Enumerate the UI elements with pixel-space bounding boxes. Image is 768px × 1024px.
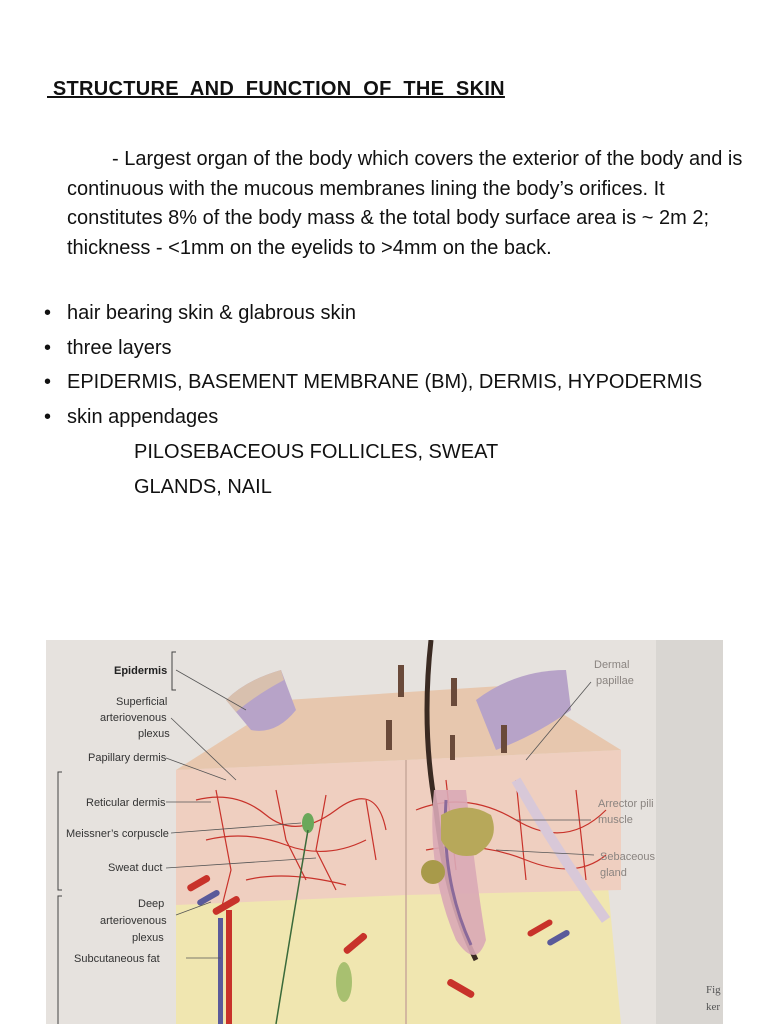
list-item-text: hair bearing skin & glabrous skin <box>67 302 357 324</box>
bullet-icon: • <box>44 371 52 393</box>
bullet-icon: • <box>44 405 52 428</box>
sub-line: GLANDS, NAIL <box>134 475 272 498</box>
bullet-icon: • <box>44 336 52 359</box>
list-item-text: EPIDERMIS, BASEMENT MEMBRANE (BM), DERMIS, HYPODERMIS <box>67 371 703 393</box>
label-arrector-pili-2: muscle <box>598 814 633 826</box>
label-fig-caption-2: ker <box>706 1001 721 1013</box>
sub-line: PILOSEBACEOUS FOLLICLES, SWEAT <box>134 441 499 463</box>
label-epidermis: Epidermis <box>114 665 168 677</box>
page-title: STRUCTURE AND FUNCTION OF THE SKIN <box>47 78 505 100</box>
list-item <box>44 402 744 437</box>
list-item-text: skin appendages <box>67 405 219 428</box>
label-sebaceous-gland-2: gland <box>600 867 627 879</box>
skin-diagram <box>46 640 723 1024</box>
label-subcutaneous-fat: Subcutaneous fat <box>74 953 160 965</box>
label-deep-plexus-1: Deep <box>138 898 165 910</box>
label-dermal-papillae-2: papillae <box>596 675 634 687</box>
label-sweat-duct: Sweat duct <box>108 862 163 874</box>
skin-diagram-photo <box>46 640 723 1024</box>
list-item <box>44 298 744 333</box>
label-deep-plexus-2: arteriovenous <box>100 915 167 927</box>
label-deep-plexus-3: plexus <box>132 932 164 944</box>
appendages-sublist <box>134 435 498 504</box>
list-item <box>44 333 744 368</box>
page-edge-shadow <box>656 640 723 1024</box>
label-dermal-papillae-1: Dermal <box>594 659 630 671</box>
intro-paragraph <box>67 145 747 263</box>
label-reticular-dermis: Reticular dermis <box>86 797 166 809</box>
list-item <box>44 367 744 402</box>
pacinian-corpuscle <box>336 962 352 1002</box>
label-papillary-dermis: Papillary dermis <box>88 752 167 764</box>
label-arrector-pili-1: Arrector pili <box>598 798 654 810</box>
label-superficial-plexus-1: Superficial <box>116 696 168 708</box>
list-item-text: three layers <box>67 336 172 359</box>
label-meissner-corpuscle: Meissner’s corpuscle <box>66 828 169 840</box>
intro-paragraph-text: - Largest organ of the body which covers the exterior of the body and is continuous with the mucous membranes lining the body’s orifices. It constitutes 8% of the body mass & the total body surface area is ~ 2m 2; thickness - <1mm on the eyelids to >4mm on the back. <box>67 148 743 259</box>
bullet-list <box>44 298 744 436</box>
label-fig-caption-1: Fig <box>706 984 721 996</box>
label-sebaceous-gland-1: Sebaceous <box>600 851 656 863</box>
sweat-gland-coil <box>421 860 445 884</box>
label-superficial-plexus-2: arteriovenous <box>100 712 167 724</box>
bullet-icon: • <box>44 302 52 324</box>
label-superficial-plexus-3: plexus <box>138 728 170 740</box>
